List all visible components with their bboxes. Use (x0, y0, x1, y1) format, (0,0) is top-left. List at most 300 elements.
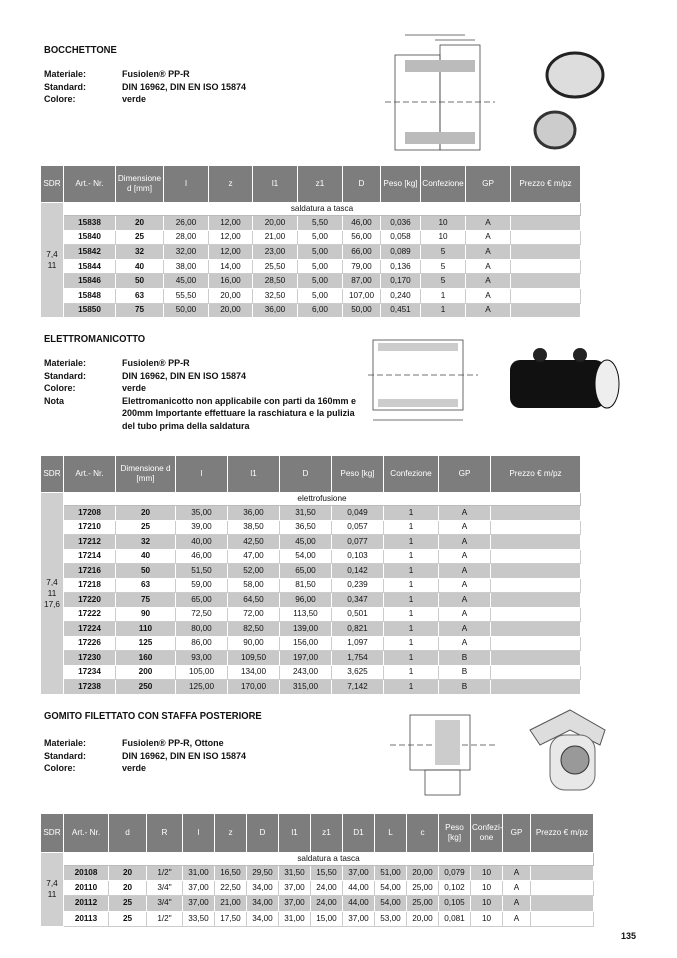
table-cell: 3/4" (147, 881, 183, 896)
price-cell (491, 680, 581, 695)
table-row (41, 564, 581, 579)
table-cell: A (503, 866, 531, 881)
table-cell: 5 (421, 259, 466, 274)
property-row (44, 382, 362, 395)
table-cell: 10 (471, 896, 503, 911)
table-cell: 5,00 (298, 245, 343, 260)
table-cell: 37,00 (183, 881, 215, 896)
column-header: R (147, 814, 183, 853)
column-header: Confezi- one (471, 814, 503, 853)
table-cell: 1 (384, 665, 439, 680)
table-header (41, 456, 581, 493)
table-cell: 36,00 (253, 303, 298, 318)
table-gomito (40, 813, 594, 927)
table-cell: 107,00 (343, 288, 381, 303)
column-header: z1 (298, 166, 343, 203)
table-row (41, 506, 581, 521)
table-cell: 17,50 (215, 911, 247, 926)
column-header: z (209, 166, 253, 203)
article-number: 20112 (64, 896, 109, 911)
table-cell: 29,50 (247, 866, 279, 881)
property-value: DIN 16962, DIN EN ISO 15874 (122, 81, 247, 92)
column-header: l1 (228, 456, 280, 493)
subheader: saldatura a tasca (64, 203, 581, 216)
table-cell: 0,347 (332, 593, 384, 608)
table-cell: 38,50 (228, 520, 280, 535)
table-cell: 56,00 (343, 230, 381, 245)
property-row (44, 370, 362, 383)
property-value: DIN 16962, DIN EN ISO 15874 (122, 370, 247, 381)
article-number: 17238 (64, 680, 116, 695)
table-cell: 25 (116, 230, 164, 245)
subheader: elettrofusione (64, 493, 581, 506)
article-number: 17230 (64, 651, 116, 666)
table-cell: 50,00 (343, 303, 381, 318)
column-header: Art.- Nr. (64, 166, 116, 203)
table-row (41, 245, 581, 260)
section-title-gomito: GOMITO FILETTATO CON STAFFA POSTERIORE (44, 710, 262, 722)
article-number: 17222 (64, 607, 116, 622)
table-row (41, 230, 581, 245)
column-header: Prezzo € m/pz (531, 814, 594, 853)
table-cell: 20,00 (407, 911, 439, 926)
column-header: SDR (41, 166, 64, 203)
table-cell: A (439, 578, 491, 593)
table-row (41, 881, 594, 896)
table-cell: 5,00 (298, 230, 343, 245)
table-row (41, 593, 581, 608)
table-cell: 63 (116, 288, 164, 303)
table-cell: 20,00 (209, 303, 253, 318)
table-cell: 65,00 (176, 593, 228, 608)
table-row (41, 636, 581, 651)
property-label: Materiale: (44, 738, 87, 748)
table-cell: 93,00 (176, 651, 228, 666)
price-cell (531, 911, 594, 926)
column-header: GP (439, 456, 491, 493)
table-cell: A (439, 564, 491, 579)
table-cell: 10 (471, 866, 503, 881)
table-cell: 10 (471, 881, 503, 896)
table-cell: 1 (384, 506, 439, 521)
table-cell: 197,00 (280, 651, 332, 666)
table-cell: 160 (116, 651, 176, 666)
article-number: 17216 (64, 564, 116, 579)
table-cell: 37,00 (343, 866, 375, 881)
table-cell: 24,00 (311, 896, 343, 911)
table-cell: A (466, 259, 511, 274)
table-cell: 37,00 (343, 911, 375, 926)
table-row (41, 303, 581, 318)
table-cell: 0,451 (381, 303, 421, 318)
column-header: L (375, 814, 407, 853)
table-cell: 0,170 (381, 274, 421, 289)
column-header: d (109, 814, 147, 853)
table-cell: 20 (116, 506, 176, 521)
article-number: 15838 (64, 216, 116, 231)
table-cell: 5,50 (298, 216, 343, 231)
table-cell: 82,50 (228, 622, 280, 637)
property-value: Elettromanicotto non applicabile con parti da 160mm e 200mm Importante effettuare la raschiatura e la pulizia del tubo prima della saldatura (122, 395, 357, 431)
table-cell: 5,00 (298, 274, 343, 289)
table-cell: 1/2" (147, 866, 183, 881)
column-header: Peso [kg] (381, 166, 421, 203)
table-cell: 125 (116, 636, 176, 651)
table-cell: A (439, 593, 491, 608)
table-cell: A (439, 549, 491, 564)
column-header: z (215, 814, 247, 853)
property-value: Fusiolen® PP-R (122, 358, 190, 368)
table-cell: A (503, 881, 531, 896)
table-cell: A (439, 622, 491, 637)
table-cell: 315,00 (280, 680, 332, 695)
table-cell: 1 (384, 636, 439, 651)
article-number: 15840 (64, 230, 116, 245)
table-row (41, 549, 581, 564)
property-label: Colore: (44, 383, 76, 393)
table-cell: 96,00 (280, 593, 332, 608)
table-cell: 0,089 (381, 245, 421, 260)
article-number: 17224 (64, 622, 116, 637)
table-cell: 26,00 (164, 216, 209, 231)
table-elettromanicotto (40, 455, 581, 695)
table-cell: 28,00 (164, 230, 209, 245)
price-cell (511, 245, 581, 260)
table-cell: 25,50 (253, 259, 298, 274)
table-cell: 20,00 (407, 866, 439, 881)
table-cell: 51,00 (375, 866, 407, 881)
table-cell: 45,00 (280, 535, 332, 550)
table-row (41, 896, 594, 911)
table-cell: 25 (116, 520, 176, 535)
price-cell (511, 274, 581, 289)
article-number: 17208 (64, 506, 116, 521)
table-cell: 87,00 (343, 274, 381, 289)
price-cell (491, 622, 581, 637)
table-cell: 22,50 (215, 881, 247, 896)
table-cell: A (503, 896, 531, 911)
table-cell: 86,00 (176, 636, 228, 651)
price-cell (491, 506, 581, 521)
column-header: Peso [kg] (439, 814, 471, 853)
table-cell: 21,00 (215, 896, 247, 911)
table-cell: 32 (116, 245, 164, 260)
column-header: Confezione (421, 166, 466, 203)
article-number: 17212 (64, 535, 116, 550)
column-header: D1 (343, 814, 375, 853)
table-cell: 53,00 (375, 911, 407, 926)
table-cell: 1 (384, 578, 439, 593)
column-header: Prezzo € m/pz (491, 456, 581, 493)
table-cell: 31,00 (183, 866, 215, 881)
section-title-bocchettone: BOCCHETTONE (44, 44, 117, 56)
table-cell: 0,105 (439, 896, 471, 911)
table-cell: 110 (116, 622, 176, 637)
property-row (44, 68, 362, 81)
table-cell: 139,00 (280, 622, 332, 637)
table-cell: 113,50 (280, 607, 332, 622)
table-row (41, 680, 581, 695)
property-row (44, 357, 362, 370)
gomito-technical-drawing (370, 700, 510, 805)
table-cell: 79,00 (343, 259, 381, 274)
table-cell: 90,00 (228, 636, 280, 651)
table-header (41, 814, 594, 853)
table-cell: 39,00 (176, 520, 228, 535)
table-cell: 105,00 (176, 665, 228, 680)
table-cell: 40 (116, 259, 164, 274)
table-row (41, 274, 581, 289)
table-cell: 109,50 (228, 651, 280, 666)
table-cell: A (439, 535, 491, 550)
table-cell: 1 (384, 535, 439, 550)
table-cell: 51,50 (176, 564, 228, 579)
table-cell: 0,142 (332, 564, 384, 579)
property-value: DIN 16962, DIN EN ISO 15874 (122, 750, 247, 761)
table-cell: 1 (384, 680, 439, 695)
table-cell: 54,00 (375, 896, 407, 911)
table-cell: 37,00 (279, 881, 311, 896)
column-header: l1 (253, 166, 298, 203)
column-header: Prezzo € m/pz (511, 166, 581, 203)
table-cell: 37,00 (279, 896, 311, 911)
article-number: 15844 (64, 259, 116, 274)
table-cell: 20 (116, 216, 164, 231)
table-row (41, 651, 581, 666)
table-cell: 12,00 (209, 245, 253, 260)
table-cell: 170,00 (228, 680, 280, 695)
table-cell: 34,00 (247, 881, 279, 896)
price-cell (491, 520, 581, 535)
table-cell: 24,00 (311, 881, 343, 896)
article-number: 15848 (64, 288, 116, 303)
column-header: Confezione (384, 456, 439, 493)
table-cell: 0,049 (332, 506, 384, 521)
price-cell (491, 651, 581, 666)
table-cell: 0,036 (381, 216, 421, 231)
column-header: l1 (279, 814, 311, 853)
table-cell: 34,00 (247, 911, 279, 926)
table-cell: 65,00 (280, 564, 332, 579)
table-cell: A (439, 636, 491, 651)
table-cell: 1 (384, 622, 439, 637)
table-row (41, 288, 581, 303)
table-cell: 0,240 (381, 288, 421, 303)
price-cell (511, 303, 581, 318)
price-cell (511, 230, 581, 245)
table-cell: 20,00 (253, 216, 298, 231)
column-header: z1 (311, 814, 343, 853)
article-number: 17214 (64, 549, 116, 564)
price-cell (511, 288, 581, 303)
table-cell: 75 (116, 593, 176, 608)
property-row (44, 81, 362, 94)
table-cell: 32,50 (253, 288, 298, 303)
table-cell: 40 (116, 549, 176, 564)
table-cell: 0,081 (439, 911, 471, 926)
table-cell: 36,50 (280, 520, 332, 535)
table-cell: 1 (384, 607, 439, 622)
table-cell: 1 (384, 651, 439, 666)
column-header: c (407, 814, 439, 853)
gomito-product-photo (520, 700, 615, 800)
property-label: Nota (44, 395, 64, 406)
table-cell: 1 (384, 520, 439, 535)
column-header: Art.- Nr. (64, 456, 116, 493)
table-cell: 31,50 (279, 866, 311, 881)
table-cell: 0,136 (381, 259, 421, 274)
table-cell: 36,00 (228, 506, 280, 521)
table-cell: 1 (421, 288, 466, 303)
column-header: D (280, 456, 332, 493)
table-cell: 15,00 (311, 911, 343, 926)
property-row (44, 762, 362, 775)
table-cell: 0,102 (439, 881, 471, 896)
table-cell: 1 (384, 564, 439, 579)
table-cell: 0,058 (381, 230, 421, 245)
property-row (44, 750, 362, 763)
property-label: Standard: (44, 81, 87, 92)
elettromanicotto-product-photo (495, 340, 625, 420)
article-number: 20110 (64, 881, 109, 896)
table-cell: 1 (384, 549, 439, 564)
table-row (41, 216, 581, 231)
table-cell: A (439, 506, 491, 521)
price-cell (491, 665, 581, 680)
table-cell: 5 (421, 274, 466, 289)
table-cell: 37,00 (183, 896, 215, 911)
table-cell: 81,50 (280, 578, 332, 593)
table-cell: 6,00 (298, 303, 343, 318)
article-number: 17210 (64, 520, 116, 535)
table-cell: 16,00 (209, 274, 253, 289)
table-cell: 5,00 (298, 288, 343, 303)
table-cell: 3,625 (332, 665, 384, 680)
property-value: Fusiolen® PP-R (122, 69, 190, 79)
table-cell: 72,00 (228, 607, 280, 622)
table-header (41, 166, 581, 203)
article-number: 17234 (64, 665, 116, 680)
table-cell: 1 (421, 303, 466, 318)
property-row (44, 93, 362, 106)
table-cell: 21,00 (253, 230, 298, 245)
property-value: Fusiolen® PP-R, Ottone (122, 738, 224, 748)
property-row (44, 737, 362, 750)
table-cell: 23,00 (253, 245, 298, 260)
property-label: Standard: (44, 370, 87, 381)
table-cell: 25,00 (407, 881, 439, 896)
price-cell (531, 881, 594, 896)
table-cell: 134,00 (228, 665, 280, 680)
article-number: 20108 (64, 866, 109, 881)
properties-bocchettone (44, 68, 362, 106)
property-label: Materiale: (44, 358, 87, 368)
table-cell: 44,00 (343, 896, 375, 911)
table-cell: 46,00 (343, 216, 381, 231)
table-cell: 3/4" (147, 896, 183, 911)
price-cell (491, 549, 581, 564)
table-cell: 45,00 (164, 274, 209, 289)
table-cell: 38,00 (164, 259, 209, 274)
article-number: 17220 (64, 593, 116, 608)
sdr-cell: 7,4 11 17,6 (41, 493, 64, 695)
table-cell: 1,097 (332, 636, 384, 651)
table-cell: 250 (116, 680, 176, 695)
table-cell: 125,00 (176, 680, 228, 695)
table-cell: 25 (109, 896, 147, 911)
table-cell: 31,50 (280, 506, 332, 521)
table-cell: 10 (421, 216, 466, 231)
table-cell: 33,50 (183, 911, 215, 926)
table-cell: 200 (116, 665, 176, 680)
price-cell (491, 578, 581, 593)
table-row (41, 259, 581, 274)
price-cell (491, 593, 581, 608)
table-cell: 52,00 (228, 564, 280, 579)
column-header: D (247, 814, 279, 853)
table-cell: 35,00 (176, 506, 228, 521)
table-cell: 7,142 (332, 680, 384, 695)
table-cell: A (466, 303, 511, 318)
table-bocchettone (40, 165, 581, 318)
properties-elettromanicotto (44, 357, 362, 432)
table-cell: 243,00 (280, 665, 332, 680)
table-cell: 54,00 (375, 881, 407, 896)
table-cell: 50,00 (164, 303, 209, 318)
property-label: Colore: (44, 94, 76, 104)
table-cell: 156,00 (280, 636, 332, 651)
properties-gomito (44, 737, 362, 775)
table-cell: 90 (116, 607, 176, 622)
price-cell (511, 259, 581, 274)
table-cell: 32 (116, 535, 176, 550)
table-cell: 58,00 (228, 578, 280, 593)
property-row (44, 395, 362, 433)
table-cell: 32,00 (164, 245, 209, 260)
elettromanicotto-technical-drawing (368, 328, 488, 428)
table-cell: 15,50 (311, 866, 343, 881)
article-number: 20113 (64, 911, 109, 926)
table-cell: 14,00 (209, 259, 253, 274)
table-cell: 0,103 (332, 549, 384, 564)
table-cell: 20 (109, 881, 147, 896)
table-cell: A (466, 274, 511, 289)
table-cell: A (466, 245, 511, 260)
bocchettone-technical-drawing (365, 30, 500, 155)
column-header: GP (466, 166, 511, 203)
table-cell: 34,00 (247, 896, 279, 911)
property-label: Materiale: (44, 69, 87, 79)
table-cell: 42,50 (228, 535, 280, 550)
page-number: 135 (621, 931, 637, 941)
article-number: 15846 (64, 274, 116, 289)
table-row (41, 520, 581, 535)
table-cell: 16,50 (215, 866, 247, 881)
table-cell: 64,50 (228, 593, 280, 608)
table-row (41, 866, 594, 881)
table-cell: 20 (109, 866, 147, 881)
table-row (41, 535, 581, 550)
table-cell: 0,821 (332, 622, 384, 637)
property-label: Standard: (44, 750, 87, 761)
property-value: verde (122, 383, 147, 393)
table-cell: 59,00 (176, 578, 228, 593)
table-cell: B (439, 665, 491, 680)
price-cell (531, 866, 594, 881)
table-cell: 28,50 (253, 274, 298, 289)
table-cell: 0,501 (332, 607, 384, 622)
table-cell: 66,00 (343, 245, 381, 260)
